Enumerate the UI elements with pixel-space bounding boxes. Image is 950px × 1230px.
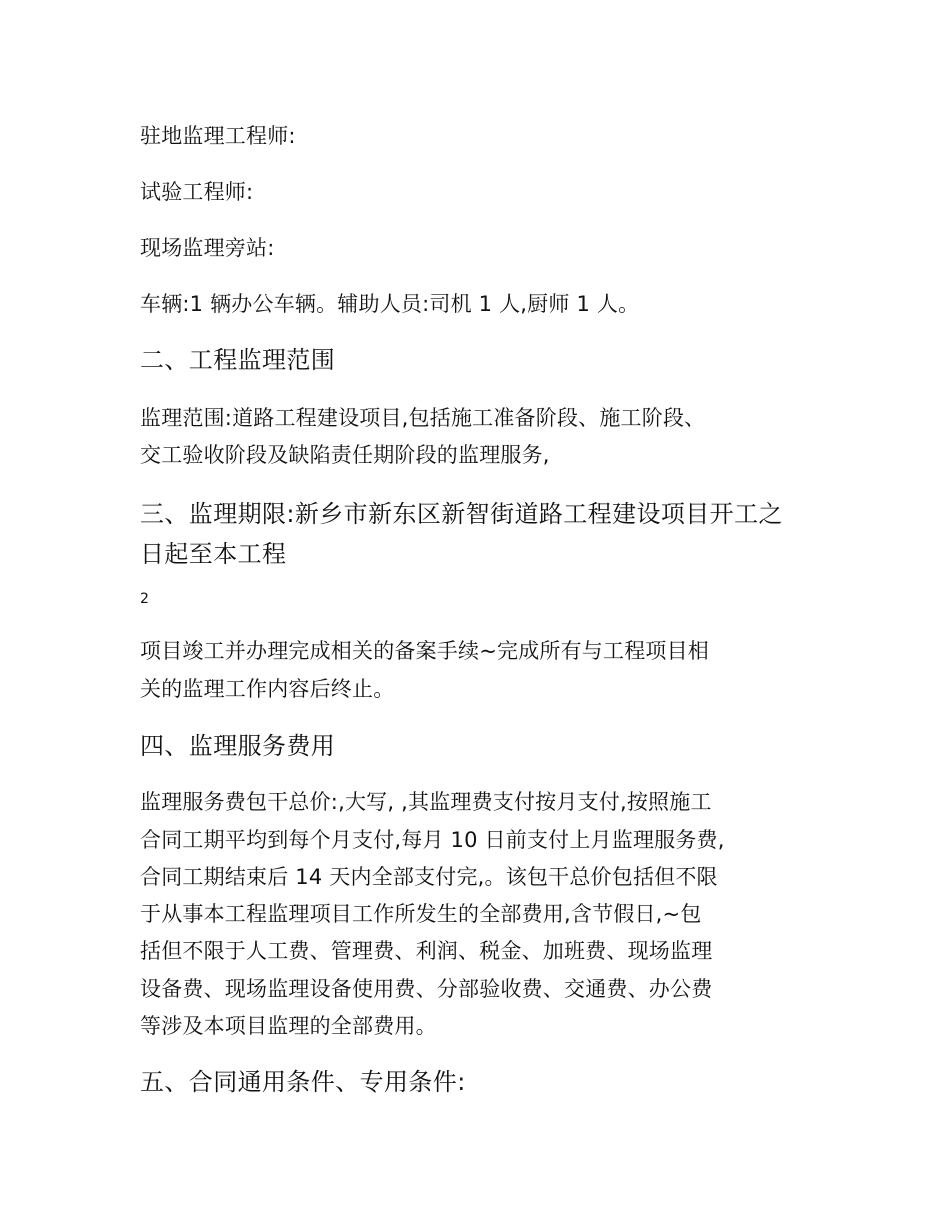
section-2-line: 监理范围:道路工程建设项目,包括施工准备阶段、施工阶段、: [140, 406, 706, 430]
section-2-line: 交工验收阶段及缺陷责任期阶段的监理服务,: [140, 443, 550, 467]
personnel-resident-engineer: 驻地监理工程师:: [140, 124, 296, 148]
page-number: 2: [140, 591, 149, 607]
section-2-heading: 二、工程监理范围: [140, 346, 336, 374]
personnel-test-engineer: 试验工程师:: [140, 180, 254, 204]
section-4-heading: 四、监理服务费用: [140, 732, 336, 760]
section-4-line: 监理服务费包干总价:,大写, ,其监理费支付按月支付,按照施工: [140, 790, 712, 814]
personnel-site-supervision: 现场监理旁站:: [140, 236, 275, 260]
section-3-heading-line: 日起至本工程: [140, 540, 287, 568]
continuation-line: 关的监理工作内容后终止。: [140, 677, 395, 701]
section-3-heading-line: 三、监理期限:新乡市新东区新智街道路工程建设项目开工之: [140, 500, 783, 528]
section-4-line: 合同工期结束后 14 天内全部支付完,。该包干总价包括但不限: [140, 865, 718, 889]
section-4-line: 设备费、现场监理设备使用费、分部验收费、交通费、办公费: [140, 977, 713, 1001]
continuation-line: 项目竣工并办理完成相关的备案手续~完成所有与工程项目相: [140, 639, 709, 663]
section-4-line: 等涉及本项目监理的全部费用。: [140, 1014, 437, 1038]
section-4-line: 合同工期平均到每个月支付,每月 10 日前支付上月监理服务费,: [140, 828, 725, 852]
section-4-line: 括但不限于人工费、管理费、利润、税金、加班费、现场监理: [140, 939, 713, 963]
section-5-heading: 五、合同通用条件、专用条件:: [140, 1068, 466, 1096]
section-4-line: 于从事本工程监理项目工作所发生的全部费用,含节假日,~包: [140, 902, 702, 926]
personnel-vehicles-staff: 车辆:1 辆办公车辆。辅助人员:司机 1 人,厨师 1 人。: [140, 292, 640, 316]
